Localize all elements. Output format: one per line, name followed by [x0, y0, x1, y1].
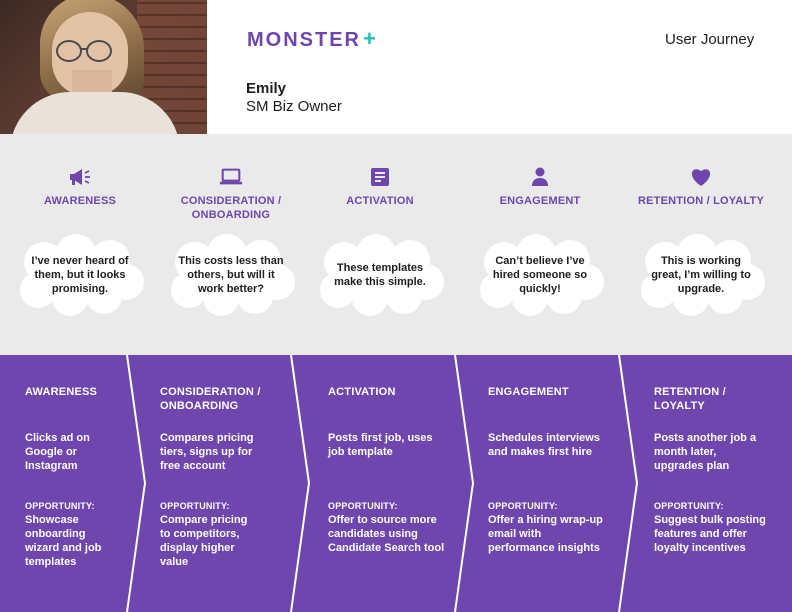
journey-band — [0, 355, 792, 612]
opportunity-label: OPPORTUNITY: — [328, 501, 398, 511]
step-title: ENGAGEMENT — [488, 386, 569, 398]
journey-step-engagement — [488, 355, 613, 612]
quote-text: This is working great, I’m willing to upgrade. — [651, 255, 751, 295]
stage-label: ACTIVATION — [346, 195, 414, 207]
step-title: CONSIDERATION / ONBOARDING — [160, 386, 261, 412]
opportunity-label: OPPORTUNITY: — [160, 501, 230, 511]
step-title: AWARENESS — [25, 386, 98, 398]
step-action: Posts first job, uses job template — [328, 432, 433, 458]
stage-label: ENGAGEMENT — [499, 195, 581, 207]
quote-cloud — [165, 234, 297, 316]
page-title: User Journey — [665, 31, 755, 48]
step-action: Compares pricing tiers, signs up for free account — [160, 432, 254, 472]
megaphone-icon — [68, 166, 92, 188]
document-icon — [368, 166, 392, 188]
heart-icon — [689, 166, 713, 188]
opportunity-label: OPPORTUNITY: — [654, 501, 724, 511]
persona-name: Emily — [246, 80, 287, 97]
quote-text: Can’t believe I’ve hired someone so quickly! — [492, 255, 588, 295]
stage-label: RETENTION / LOYALTY — [637, 195, 765, 207]
stage-engagement — [465, 134, 615, 355]
laptop-icon — [219, 166, 243, 188]
journey-step-activation — [328, 355, 453, 612]
quote-text: These templates make this simple. — [334, 262, 426, 288]
quote-cloud — [635, 234, 767, 316]
step-action: Posts another job a month later, upgrades plan — [654, 432, 757, 472]
stage-label: CONSIDERATION / ONBOARDING — [180, 195, 282, 221]
quote-text: This costs less than others, but will it work better? — [178, 255, 284, 295]
step-action: Clicks ad on Google or Instagram — [25, 432, 90, 472]
stage-consideration — [156, 134, 306, 355]
opportunity-label: OPPORTUNITY: — [25, 501, 95, 511]
opportunity-label: OPPORTUNITY: — [488, 501, 558, 511]
quote-cloud — [14, 234, 146, 316]
persona-photo — [0, 0, 207, 134]
step-action: Schedules interviews and makes first hire — [488, 432, 600, 458]
step-title: RETENTION / LOYALTY — [654, 386, 726, 412]
step-title: ACTIVATION — [328, 386, 396, 398]
persona-role: SM Biz Owner — [246, 98, 342, 115]
person-icon — [528, 166, 552, 188]
stages-band — [0, 134, 792, 355]
stage-retention — [626, 134, 776, 355]
brand-logo: MONSTER+ — [247, 26, 378, 51]
opportunity-text: Suggest bulk posting features and offer loyalty incentives — [654, 514, 766, 554]
quote-cloud — [474, 234, 606, 316]
stage-awareness — [5, 134, 155, 355]
journey-step-retention — [654, 355, 779, 612]
stage-activation — [305, 134, 455, 355]
opportunity-text: Offer to source more candidates using Candidate Search tool — [328, 514, 445, 554]
header — [0, 0, 792, 134]
journey-step-awareness — [25, 355, 125, 612]
opportunity-text: Offer a hiring wrap-up email with performance insights — [488, 514, 603, 554]
opportunity-text: Compare pricing to competitors, display higher value — [160, 514, 248, 568]
journey-step-consideration — [160, 355, 285, 612]
opportunity-text: Showcase onboarding wizard and job templates — [25, 514, 102, 568]
stage-label: AWARENESS — [43, 195, 117, 207]
quote-text: I’ve never heard of them, but it looks promising. — [31, 255, 129, 295]
quote-cloud — [314, 234, 446, 316]
